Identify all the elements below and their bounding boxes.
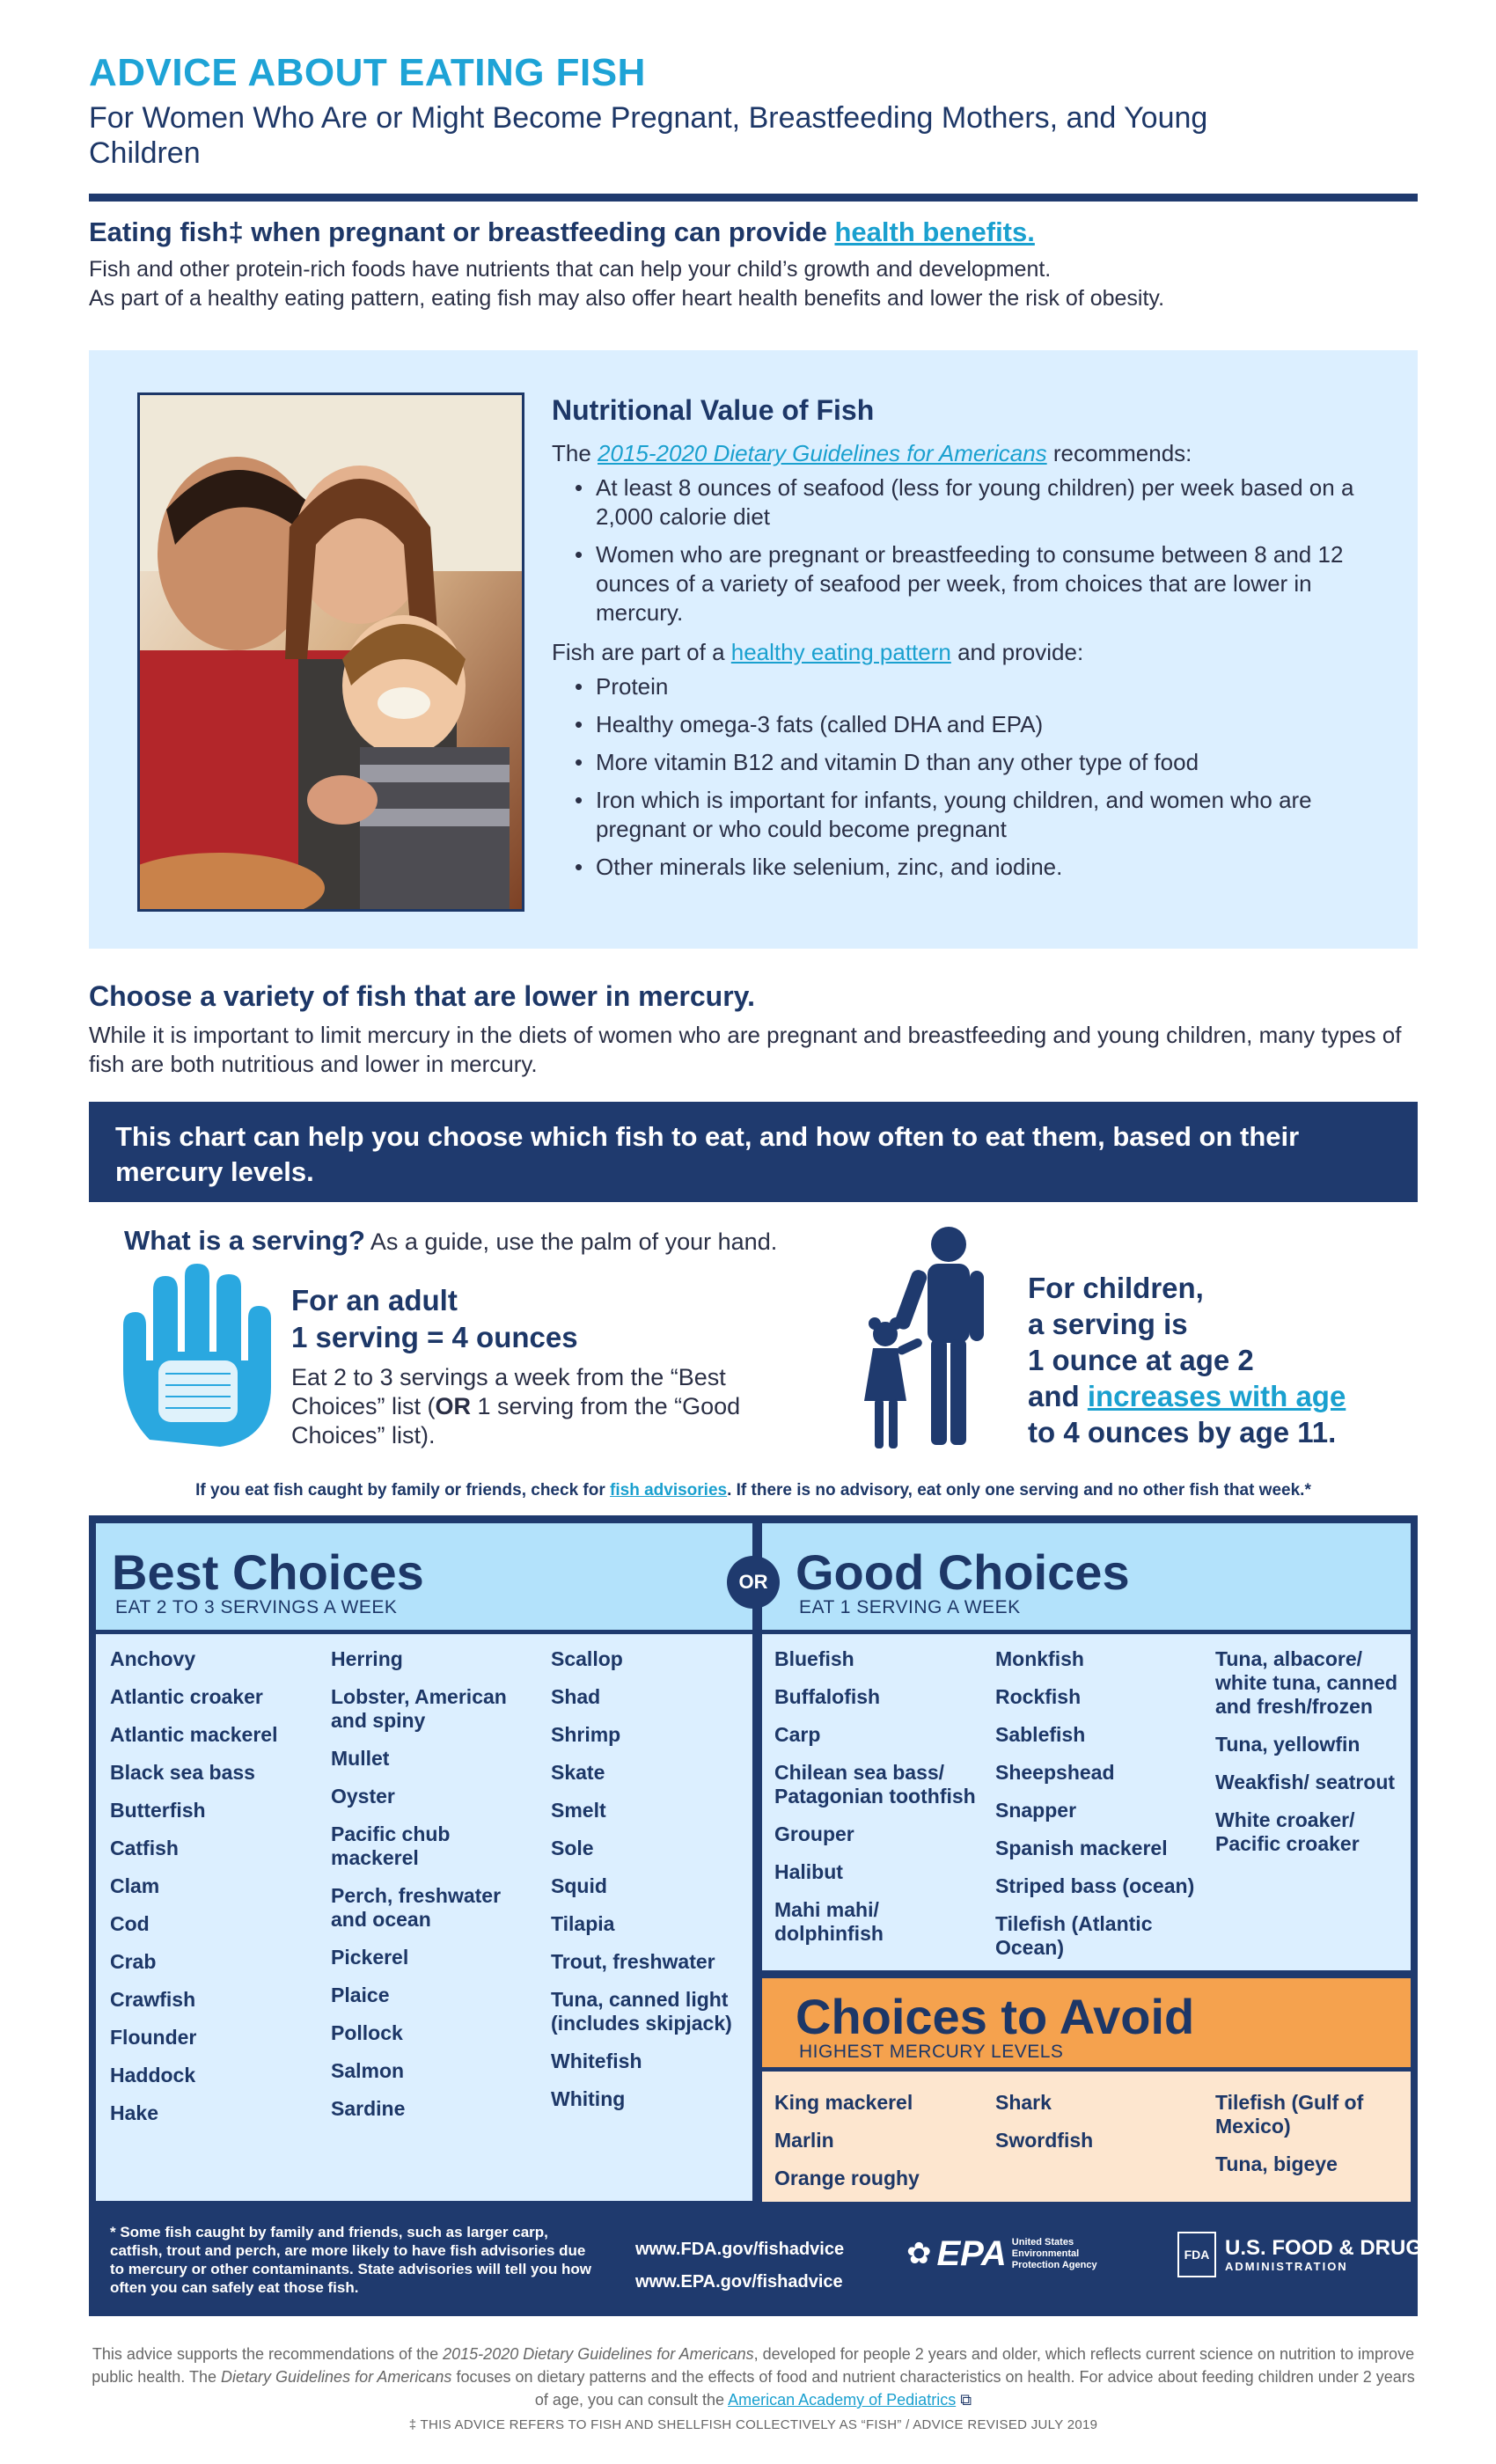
- best-choices-title: Best Choices: [112, 1544, 424, 1600]
- fda-line-1: U.S. FOOD & DRUG: [1225, 2235, 1423, 2260]
- children-serving: [1028, 1270, 1415, 1450]
- intro-line-2: As part of a healthy eating pattern, eating fish may also offer heart health benefits and lower the risk of obesity.: [89, 286, 1165, 311]
- fish-item: Swordfish: [995, 2129, 1094, 2152]
- family-photo-illustration: [140, 395, 524, 912]
- avoid-col-3: [1215, 2091, 1404, 2190]
- variety-heading: Choose a variety of fish that are lower in mercury.: [89, 980, 755, 1012]
- fish-item: Butterfish: [110, 1799, 206, 1822]
- fish-item: Tuna, canned light (includes skipjack): [551, 1988, 732, 2035]
- fish-item: Lobster, American and spiny: [331, 1685, 507, 1732]
- bottom-text: [89, 2343, 1418, 2411]
- fish-item: Shrimp: [551, 1723, 621, 1746]
- nutrient-item: • Healthy omega-3 fats (called DHA and EPA): [552, 710, 1388, 739]
- fish-item: Haddock: [110, 2064, 196, 2086]
- fish-item: Pacific chub mackerel: [331, 1822, 451, 1869]
- fish-item: Tilefish (Atlantic Ocean): [995, 1912, 1153, 1959]
- fish-item: Sheepshead: [995, 1761, 1115, 1784]
- nutrient-item: • More vitamin B12 and vitamin D than any other type of food: [552, 748, 1388, 777]
- fish-item: Buffalofish: [774, 1685, 881, 1708]
- intro-heading-text: Eating fish‡ when pregnant or breastfeeding can provide: [89, 216, 835, 247]
- serving-heading: [124, 1225, 777, 1257]
- fish-item: Tilapia: [551, 1912, 615, 1935]
- chart-banner: This chart can help you choose which fish to eat, and how often to eat them, based on their mercury levels.: [89, 1102, 1418, 1202]
- fish-item: Sardine: [331, 2097, 406, 2120]
- bt-2i: Dietary Guidelines for Americans: [221, 2368, 452, 2386]
- fish-item: Tuna, bigeye: [1215, 2152, 1338, 2175]
- aap-link[interactable]: American Academy of Pediatrics: [728, 2391, 957, 2409]
- adv-pre: If you eat fish caught by family or friends, check for: [195, 1481, 611, 1500]
- epa-logo-text: EPA: [936, 2234, 1007, 2273]
- fish-item: Oyster: [331, 1785, 395, 1808]
- nutrition-column: [552, 394, 1388, 892]
- adult-line-2: 1 serving = 4 ounces: [291, 1321, 578, 1353]
- fish-item: Sablefish: [995, 1723, 1086, 1746]
- fish-item: Pollock: [331, 2021, 403, 2044]
- avoid-header: [762, 1978, 1411, 2072]
- adult-body-pre: Eat 2 to 3 servings a week from the “Best Choices” list (: [291, 1364, 726, 1419]
- fish-item: Tilefish (Gulf of Mexico): [1215, 2091, 1364, 2138]
- epa-url-link[interactable]: www.EPA.gov/fishadvice: [635, 2272, 843, 2292]
- good-choices-sub: EAT 1 SERVING A WEEK: [799, 1597, 1021, 1617]
- fda-logo: [1177, 2232, 1422, 2277]
- hand-icon: [114, 1264, 273, 1448]
- fish-item: Atlantic croaker: [110, 1685, 263, 1708]
- fish-item: Sole: [551, 1837, 594, 1859]
- fish-item: Clam: [110, 1874, 160, 1897]
- best-choices-header: [96, 1523, 752, 1634]
- best-col-3: [551, 1647, 753, 2125]
- bt-2: , developed for people 2 years and older, which reflects current science on nutrition to improve public health. The: [92, 2345, 1415, 2386]
- fish-item: Halibut: [774, 1860, 843, 1883]
- fish-item: Plaice: [331, 1984, 390, 2006]
- fish-item: Shad: [551, 1685, 601, 1708]
- fda-url-link[interactable]: www.FDA.gov/fishadvice: [635, 2240, 845, 2259]
- fish-item: Chilean sea bass/ Patagonian toothfish: [774, 1761, 976, 1808]
- fish-item: Crab: [110, 1950, 157, 1973]
- fish-item: Mahi mahi/ dolphinfish: [774, 1898, 884, 1945]
- dg-post: recommends:: [1046, 440, 1192, 466]
- healthy-eating-pattern-link[interactable]: healthy eating pattern: [730, 639, 951, 665]
- fish-item: Anchovy: [110, 1647, 196, 1670]
- fish-item: Weakfish/ seatrout: [1215, 1771, 1396, 1793]
- fish-item: Carp: [774, 1723, 821, 1746]
- external-link-icon[interactable]: ⧉: [960, 2391, 972, 2409]
- epa-flower-icon: ✿: [906, 2237, 932, 2270]
- adult-serving: [291, 1282, 784, 1450]
- fish-item: Hake: [110, 2101, 158, 2124]
- ep-pre: Fish are part of a: [552, 639, 731, 665]
- bt-1: This advice supports the recommendations of the: [92, 2345, 444, 2363]
- dietary-guidelines-link[interactable]: 2015-2020 Dietary Guidelines for Americans: [598, 440, 1047, 466]
- recommendation-item: • Women who are pregnant or breastfeeding to consume between 8 and 12 ounces of a variety of seafood per week, from choices that are lower in mercury.: [552, 540, 1388, 627]
- epa-agency-text: United States Environmental Protection Agency: [1011, 2236, 1097, 2270]
- fish-advisories-link[interactable]: fish advisories: [610, 1481, 728, 1500]
- fish-item: Spanish mackerel: [995, 1837, 1168, 1859]
- fish-item: Trout, freshwater: [551, 1950, 715, 1973]
- avoid-col-2: [995, 2091, 1202, 2167]
- fish-item: Tuna, albacore/ white tuna, canned and fresh/frozen: [1215, 1647, 1398, 1718]
- intro-body: [89, 255, 1426, 313]
- children-silhouette-icon: [861, 1225, 993, 1454]
- dg-pre: The: [552, 440, 598, 466]
- footer-urls: [635, 2233, 844, 2299]
- fish-item: Crawfish: [110, 1988, 196, 2011]
- adult-line-1: For an adult: [291, 1284, 458, 1316]
- serving-question: What is a serving?: [124, 1225, 365, 1256]
- fish-item: Shark: [995, 2091, 1052, 2114]
- fish-item: Scallop: [551, 1647, 623, 1670]
- kids-line-5: to 4 ounces by age 11.: [1028, 1416, 1337, 1448]
- fish-item: Snapper: [995, 1799, 1077, 1822]
- fish-item: Herring: [331, 1647, 403, 1670]
- bt-3: focuses on dietary patterns and the effects of food and nutrient characteristics on health. For advice about feeding children under 2 years of age, you can consult the: [451, 2368, 1415, 2409]
- or-badge: OR: [727, 1556, 780, 1609]
- fish-item: Squid: [551, 1874, 607, 1897]
- fish-item: Orange roughy: [774, 2167, 920, 2189]
- good-choices-header: [762, 1523, 1411, 1634]
- health-benefits-link[interactable]: health benefits.: [834, 216, 1035, 247]
- fda-line-2: ADMINISTRATION: [1225, 2259, 1348, 2273]
- eating-pattern-text: [552, 638, 1388, 667]
- fish-item: Whiting: [551, 2087, 626, 2110]
- fish-item: Perch, freshwater and ocean: [331, 1884, 502, 1931]
- ep-post: and provide:: [950, 639, 1084, 665]
- kids-l4-pre: and: [1028, 1380, 1088, 1412]
- fish-item: Marlin: [774, 2129, 834, 2152]
- fish-item: Pickerel: [331, 1946, 409, 1969]
- intro-heading: [89, 216, 1035, 248]
- page-subtitle: For Women Who Are or Might Become Pregnant, Breastfeeding Mothers, and Young Children: [89, 101, 1208, 170]
- fish-item: Grouper: [774, 1822, 854, 1845]
- fish-item: Bluefish: [774, 1647, 854, 1670]
- kids-line-4: [1028, 1378, 1415, 1414]
- fish-item: Catfish: [110, 1837, 179, 1859]
- good-choices-title: Good Choices: [796, 1544, 1130, 1600]
- fish-item: Atlantic mackerel: [110, 1723, 278, 1746]
- dietary-guidelines-text: [552, 439, 1388, 468]
- fish-item: Striped bass (ocean): [995, 1874, 1195, 1897]
- nutrient-item: • Protein: [552, 672, 1388, 701]
- adult-body: [291, 1363, 784, 1450]
- nutrition-title: Nutritional Value of Fish: [552, 394, 875, 426]
- best-col-2: [331, 1647, 533, 2135]
- kids-line-1: For children,: [1028, 1272, 1204, 1304]
- fish-item: Flounder: [110, 2026, 197, 2049]
- nutrients-list: [552, 672, 1388, 882]
- fish-item: Skate: [551, 1761, 605, 1784]
- good-col-1: [774, 1647, 981, 1960]
- adult-body-or: OR: [435, 1393, 472, 1419]
- good-col-2: [995, 1647, 1202, 1974]
- nutrient-item: • Iron which is important for infants, young children, and women who are pregnant or who could become pregnant: [552, 786, 1388, 844]
- fish-item: Salmon: [331, 2059, 405, 2082]
- footer-note: * Some fish caught by family and friends, such as larger carp, catfish, trout and perch, are more likely to have fish advisories due to mercury or other contaminants. State advisories will tell you how often you can safely eat those fish.: [110, 2224, 591, 2296]
- fish-item: Tuna, yellowfin: [1215, 1733, 1360, 1756]
- kids-line-3: 1 ounce at age 2: [1028, 1344, 1254, 1376]
- fish-item: Whitefish: [551, 2050, 642, 2072]
- increases-with-age-link[interactable]: increases with age: [1087, 1380, 1346, 1412]
- fish-item: White croaker/ Pacific croaker: [1215, 1808, 1360, 1855]
- recommendation-item: • At least 8 ounces of seafood (less for young children) per week based on a 2,000 calorie diet: [552, 473, 1388, 532]
- avoid-sub: HIGHEST MERCURY LEVELS: [799, 2042, 1064, 2062]
- avoid-title: Choices to Avoid: [796, 1989, 1195, 2044]
- fish-item: Cod: [110, 1912, 150, 1935]
- bt-1i: 2015-2020 Dietary Guidelines for Americans: [443, 2345, 754, 2363]
- best-choices-sub: EAT 2 TO 3 SERVINGS A WEEK: [115, 1597, 398, 1617]
- intro-line-1: Fish and other protein-rich foods have nutrients that can help your child’s growth and development.: [89, 257, 1052, 282]
- serving-note: As a guide, use the palm of your hand.: [364, 1228, 778, 1255]
- header-rule: [89, 194, 1418, 202]
- fda-badge: FDA: [1177, 2232, 1216, 2277]
- fish-item: Smelt: [551, 1799, 606, 1822]
- fish-item: Rockfish: [995, 1685, 1082, 1708]
- recommendations-list: [552, 473, 1388, 627]
- avoid-col-1: [774, 2091, 981, 2204]
- family-photo: [137, 392, 524, 912]
- fish-item: Monkfish: [995, 1647, 1084, 1670]
- fish-item: Mullet: [331, 1747, 390, 1770]
- fish-advisory-note: [89, 1481, 1418, 1500]
- good-col-3: [1215, 1647, 1404, 1870]
- best-col-1: [110, 1647, 312, 2139]
- epa-logo: [906, 2236, 1109, 2271]
- kids-line-2: a serving is: [1028, 1308, 1188, 1340]
- footnote: ‡ THIS ADVICE REFERS TO FISH AND SHELLFISH COLLECTIVELY AS “FISH” / ADVICE REVISED JULY 2019: [408, 2417, 1098, 2432]
- fish-item: Black sea bass: [110, 1761, 255, 1784]
- nutrient-item: • Other minerals like selenium, zinc, and iodine.: [552, 853, 1388, 882]
- fish-item: King mackerel: [774, 2091, 913, 2114]
- adult-body-post: 1 serving from the “Good Choices” list).: [291, 1393, 741, 1448]
- adv-post: . If there is no advisory, eat only one serving and no other fish that week.*: [727, 1481, 1311, 1500]
- variety-body: While it is important to limit mercury in the diets of women who are pregnant and breastfeeding and young children, many types of fish are both nutritious and lower in mercury.: [89, 1022, 1402, 1077]
- page-title: ADVICE ABOUT EATING FISH: [89, 51, 646, 94]
